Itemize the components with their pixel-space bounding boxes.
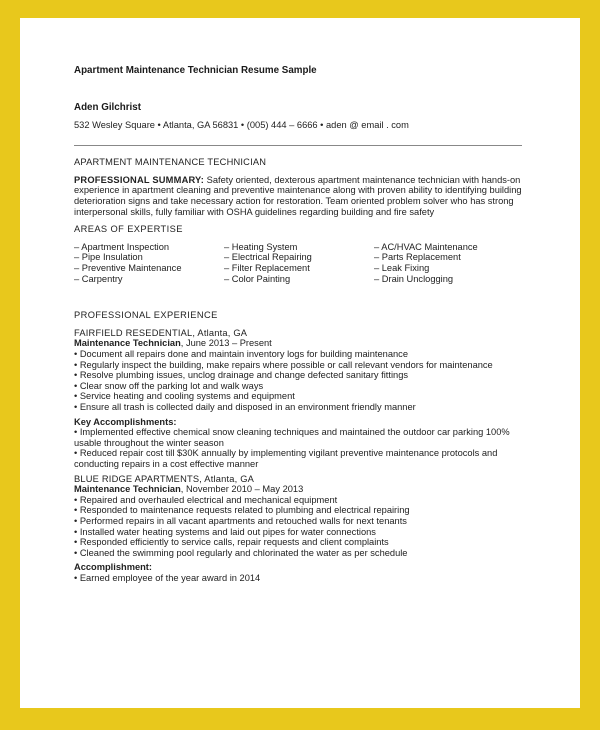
expertise-item: – Leak Fixing <box>374 263 430 274</box>
expertise-item: – Electrical Repairing <box>224 252 312 263</box>
experience-heading: PROFESSIONAL EXPERIENCE <box>74 310 218 321</box>
list-item: • Earned employee of the year award in 2014 <box>74 572 261 583</box>
expertise-heading: AREAS OF EXPERTISE <box>74 224 183 235</box>
role-line <box>74 338 524 349</box>
duties-list <box>74 349 524 413</box>
expertise-grid <box>74 242 524 284</box>
divider-rule <box>74 145 522 147</box>
list-item: • Cleaned the swimming pool regularly and chlorinated the water as per schedule <box>74 547 408 558</box>
list-item: • Performed repairs in all vacant apartments and retouched walls for next tenants <box>74 515 407 526</box>
duties-list <box>74 495 524 559</box>
expertise-item: – AC/HVAC Maintenance <box>374 241 478 252</box>
job-entry <box>74 474 524 584</box>
candidate-name: Aden Gilchrist <box>74 101 141 113</box>
expertise-item: – Heating System <box>224 241 298 252</box>
expertise-column <box>74 242 224 284</box>
expertise-item: – Preventive Maintenance <box>74 263 182 274</box>
list-item: • Resolve plumbing issues, unclog drainage and change defected sanitary fittings <box>74 370 409 381</box>
list-item: • Ensure all trash is collected daily and disposed in an environment friendly manner <box>74 401 416 412</box>
role-title: Maintenance Technician <box>74 338 181 349</box>
role-title: Maintenance Technician <box>74 484 181 495</box>
accomplishments-list <box>74 573 524 584</box>
list-item: • Repaired and overhauled electrical and mechanical equipment <box>74 494 338 505</box>
expertise-item: – Color Painting <box>224 273 291 284</box>
summary-label: PROFESSIONAL SUMMARY: <box>74 174 205 185</box>
contact-line: 532 Wesley Square • Atlanta, GA 56831 • (005) 444 – 6666 • aden @ email . com <box>74 120 409 131</box>
expertise-item: – Parts Replacement <box>374 252 461 263</box>
document-title: Apartment Maintenance Technician Resume Sample <box>74 65 317 76</box>
job-entry <box>74 328 524 470</box>
expertise-column <box>374 242 524 284</box>
accomplishments-list <box>74 427 524 469</box>
list-item: • Document all repairs done and maintain inventory logs for building maintenance <box>74 349 409 359</box>
accomplishments-heading: Accomplishment: <box>74 562 153 573</box>
company-name: FAIRFIELD RESEDENTIAL, Atlanta, GA <box>74 327 248 338</box>
expertise-item: – Pipe Insulation <box>74 252 143 263</box>
list-item: • Regularly inspect the building, make repairs where possible or call relevant vendors for maintenance <box>74 359 493 370</box>
company-name: BLUE RIDGE APARTMENTS, Atlanta, GA <box>74 473 255 484</box>
expertise-column <box>224 242 374 284</box>
list-item: • Clear snow off the parking lot and walk ways <box>74 380 264 391</box>
job-title-heading: APARTMENT MAINTENANCE TECHNICIAN <box>74 157 267 168</box>
professional-summary <box>74 175 524 217</box>
expertise-item: – Apartment Inspection <box>74 241 170 252</box>
role-dates: , June 2013 – Present <box>180 338 272 349</box>
expertise-item: – Filter Replacement <box>224 263 310 274</box>
list-item: • Installed water heating systems and laid out pipes for water connections <box>74 526 376 537</box>
expertise-item: – Drain Unclogging <box>374 273 454 284</box>
list-item: • Reduced repair cost till $30K annually by implementing vigilant preventive maintenance protocols and conducting repairs in a cost effective manner <box>74 448 498 469</box>
list-item: • Responded to maintenance requests related to plumbing and electrical repairing <box>74 505 410 516</box>
role-dates: , November 2010 – May 2013 <box>180 484 304 495</box>
accomplishments-heading: Key Accomplishments: <box>74 416 177 427</box>
resume-content <box>74 66 524 583</box>
list-item: • Service heating and cooling systems and equipment <box>74 391 295 402</box>
resume-page <box>20 18 580 708</box>
expertise-item: – Carpentry <box>74 273 123 284</box>
role-line <box>74 484 524 495</box>
summary-text: Safety oriented, dexterous apartment maintenance technician with hands-on experience in apartment cleaning and preventive maintenance along with proven ability to identifying building deterioration signs and take necessary action for restoration. Team oriented problem solver who has strong interpersonal skills, fully familiar with OSHA guidelines regarding building and fire safety <box>74 174 522 217</box>
list-item: • Responded efficiently to service calls, repair requests and client complaints <box>74 537 389 548</box>
list-item: • Implemented effective chemical snow cleaning techniques and maintained the outdoor car parking 100% usable throughout the winter season <box>74 427 510 448</box>
